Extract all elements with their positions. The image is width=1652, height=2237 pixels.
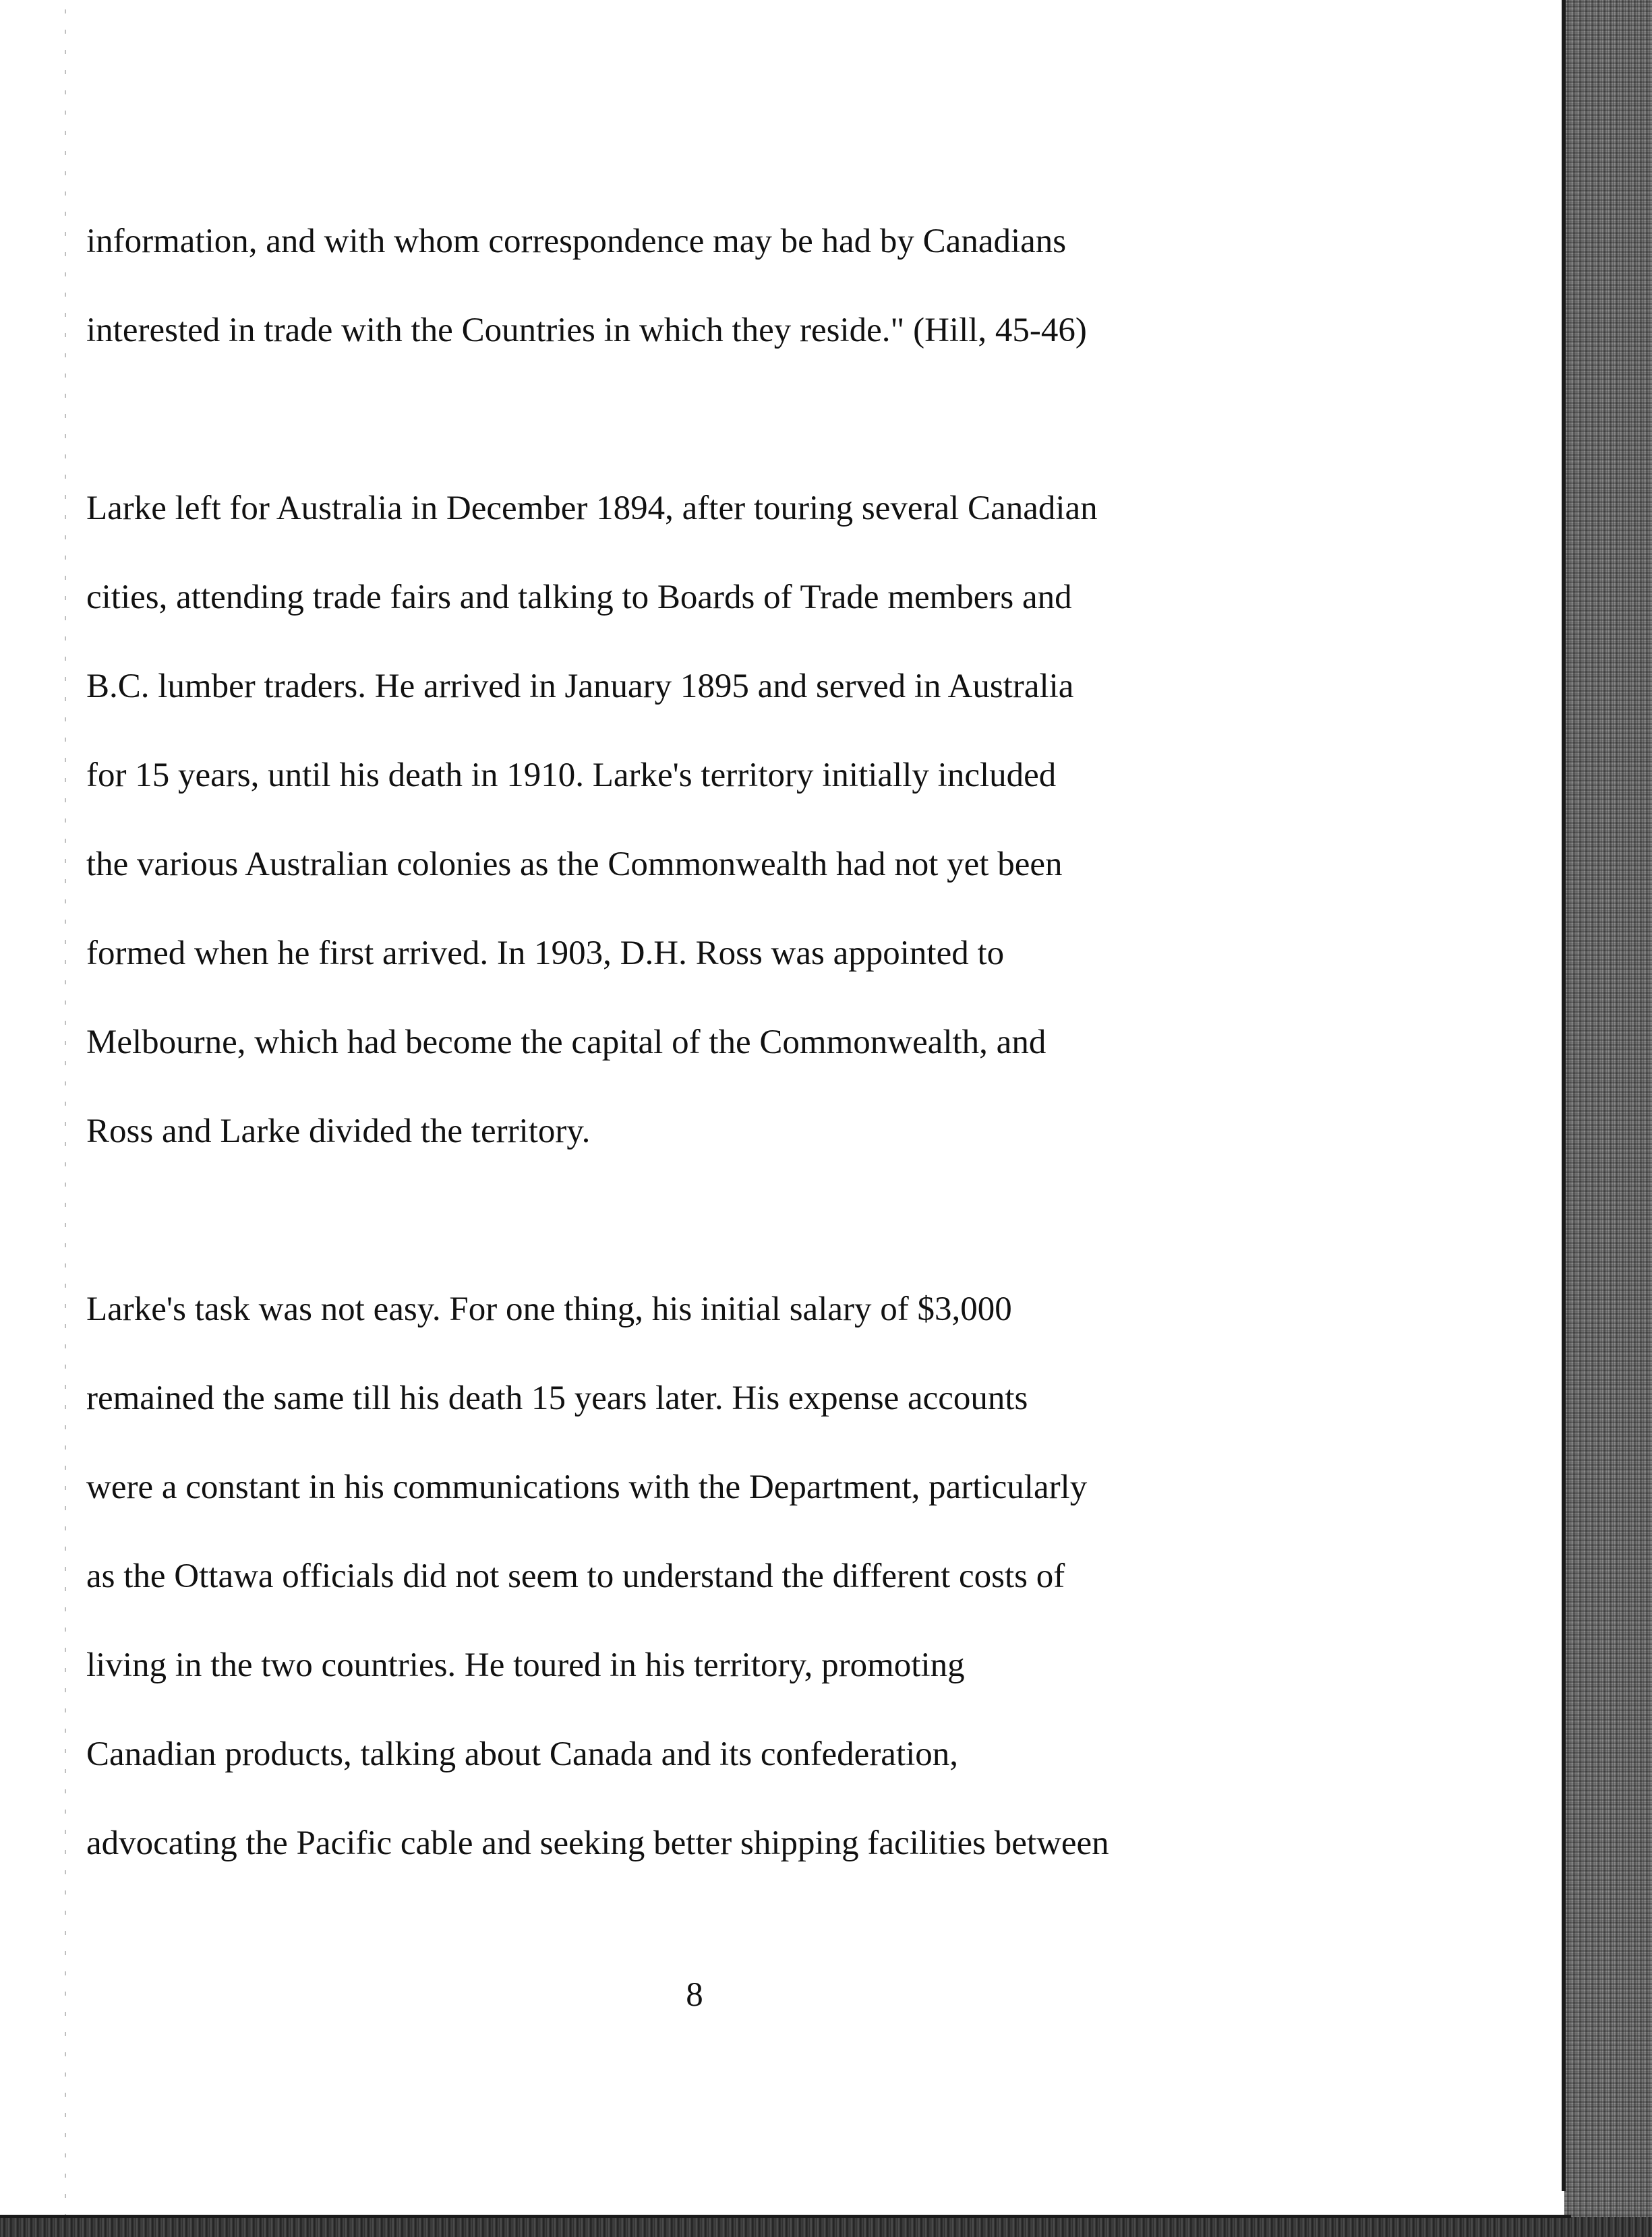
bottom-edge-scan-noise [0, 2217, 1652, 2237]
right-page-border [1562, 0, 1566, 2191]
text-line: information, and with whom correspondence may be had by Canadians [86, 222, 1067, 260]
text-line: for 15 years, until his death in 1910. Larke's territory initially included [86, 756, 1057, 794]
body-text [86, 197, 1327, 1888]
paragraph-1 [86, 197, 1327, 375]
text-line: B.C. lumber traders. He arrived in January 1895 and served in Australia [86, 667, 1074, 705]
text-line: remained the same till his death 15 years later. His expense accounts [86, 1379, 1028, 1417]
paragraph-3 [86, 1265, 1327, 1888]
text-line: the various Australian colonies as the Commonwealth had not yet been [86, 845, 1063, 883]
paragraph-2 [86, 464, 1327, 1176]
right-edge-scan-noise [1564, 0, 1652, 2237]
text-line: Canadian products, talking about Canada and its confederation, [86, 1735, 959, 1773]
text-line: formed when he first arrived. In 1903, D.H. Ross was appointed to [86, 934, 1005, 972]
text-line: cities, attending trade fairs and talking to Boards of Trade members and [86, 578, 1072, 616]
page-number: 8 [686, 1976, 703, 2014]
text-line: living in the two countries. He toured in his territory, promoting [86, 1646, 965, 1684]
text-line: Melbourne, which had become the capital of the Commonwealth, and [86, 1023, 1046, 1061]
text-line: Larke left for Australia in December 1894, after touring several Canadian [86, 489, 1098, 527]
paragraph-spacer [86, 375, 1327, 464]
text-line: advocating the Pacific cable and seeking better shipping facilities between [86, 1824, 1109, 1862]
paragraph-spacer [86, 1176, 1327, 1265]
text-line: Larke's task was not easy. For one thing, his initial salary of $3,000 [86, 1290, 1012, 1328]
text-line: Ross and Larke divided the territory. [86, 1112, 591, 1150]
bottom-page-border [0, 2215, 1571, 2218]
text-line: as the Ottawa officials did not seem to understand the different costs of [86, 1557, 1065, 1595]
text-line: were a constant in his communications with the Department, particularly [86, 1468, 1088, 1506]
text-line: interested in trade with the Countries in which they reside." (Hill, 45-46) [86, 311, 1087, 349]
left-margin-artifact [65, 0, 66, 2218]
